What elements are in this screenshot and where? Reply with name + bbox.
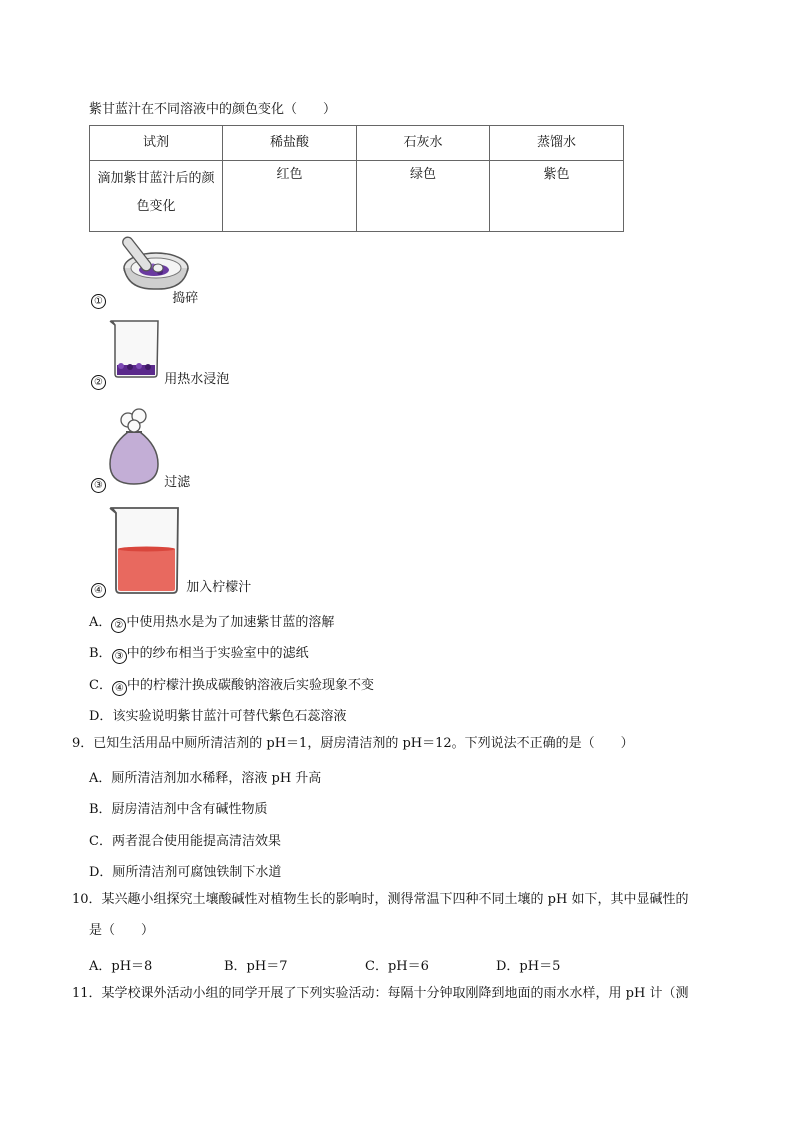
table-cell: 红色 (223, 161, 357, 232)
q9-option-c: C．两者混合使用能提高清洁效果 (89, 834, 281, 849)
step-number: ④ (91, 583, 106, 598)
color-change-table (89, 125, 624, 232)
step-2 (91, 372, 229, 390)
q10-option-b: B．pH＝7 (224, 959, 288, 974)
q10-option-a: A．pH＝8 (89, 959, 153, 974)
option-circle-number: ③ (112, 649, 127, 664)
step-label: 加入柠檬汁 (186, 580, 252, 595)
option-letter: C． (89, 678, 112, 693)
option-text: 中的柠檬汁换成碳酸钠溶液后实验现象不变 (126, 678, 374, 693)
step-4 (91, 580, 251, 598)
option-letter: A． (89, 615, 112, 630)
q10-option-c: C．pH＝6 (365, 959, 429, 974)
row-label-line-1: 滴加紫甘蓝汁后的颜 (97, 171, 215, 186)
q9-option-b: B．厨房清洁剂中含有碱性物质 (89, 802, 268, 817)
option-letter: B． (89, 646, 112, 661)
table-cell: 绿色 (357, 161, 490, 232)
question-intro: 紫甘蓝汁在不同溶液中的颜色变化（ ） (89, 102, 337, 117)
table-header-cell: 试剂 (90, 126, 223, 161)
option-circle-number: ② (111, 618, 126, 633)
table-cell: 紫色 (490, 161, 624, 232)
step-number: ① (91, 294, 106, 309)
q11-stem-line-1: 11．某学校课外活动小组的同学开展了下列实验活动：每隔十分钟取刚降到地面的雨水水样，用 pH 计（测 (72, 986, 689, 1001)
q10-option-d: D．pH＝5 (496, 959, 561, 974)
filter-bag-illustration (106, 404, 162, 486)
option-text: 该实验说明紫甘蓝汁可替代紫色石蕊溶液 (112, 709, 347, 724)
step-1 (91, 291, 198, 309)
q9-option-d: D．厕所清洁剂可腐蚀铁制下水道 (89, 865, 282, 880)
table-header-row (90, 126, 624, 161)
q8-option-d (89, 705, 346, 724)
q8-option-b (89, 642, 309, 664)
step-label: 用热水浸泡 (164, 372, 230, 387)
option-circle-number: ④ (112, 681, 127, 696)
table-row (90, 161, 624, 232)
table-header-cell: 稀盐酸 (223, 126, 357, 161)
table-row-label (90, 161, 223, 232)
option-text: 中使用热水是为了加速紫甘蓝的溶解 (126, 615, 335, 630)
q8-option-c (89, 674, 374, 696)
step-3 (91, 475, 190, 493)
table-header-cell: 蒸馏水 (490, 126, 624, 161)
mortar-pestle-illustration (118, 232, 192, 292)
option-text: 中的纱布相当于实验室中的滤纸 (126, 646, 309, 661)
q9-stem: 9．已知生活用品中厕所清洁剂的 pH＝1，厨房清洁剂的 pH＝12。下列说法不正确的是（ ） (72, 736, 634, 751)
step-label: 捣碎 (172, 291, 199, 306)
q8-option-a (89, 611, 334, 633)
table-header-cell: 石灰水 (357, 126, 490, 161)
step-label: 过滤 (164, 475, 191, 490)
step-number: ③ (91, 478, 106, 493)
q9-option-a: A．厕所清洁剂加水稀释，溶液 pH 升高 (89, 771, 322, 786)
option-letter: D． (89, 709, 113, 724)
q10-stem-line-1: 10．某兴趣小组探究土壤酸碱性对植物生长的影响时，测得常温下四种不同土壤的 pH 如下，其中显碱性的 (72, 892, 689, 907)
step-number: ② (91, 375, 106, 390)
q10-stem-line-2: 是（ ） (89, 923, 155, 938)
beaker-soak-illustration (108, 318, 164, 380)
row-label-line-2: 色变化 (136, 199, 176, 214)
